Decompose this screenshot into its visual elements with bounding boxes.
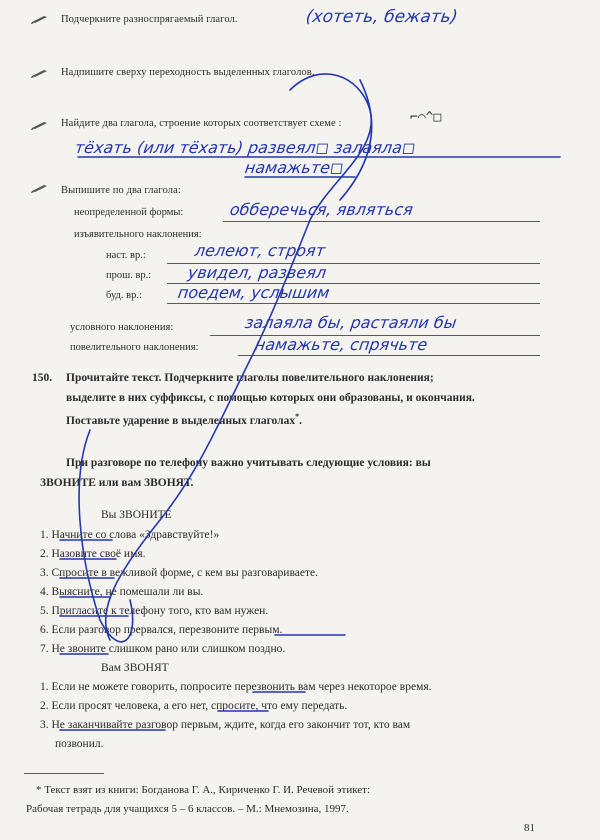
task-1-answer: (хотеть, бежать) <box>304 7 459 27</box>
instruction-line-3: Поставьте ударение в выделенных глаголах*. <box>66 412 302 427</box>
intro-line-2: ЗВОНИТЕ или вам ЗВОНЯТ. <box>40 477 194 489</box>
instruction-line-2: выделите в них суффиксы, с помощью которых они образованы, и окончания. <box>66 392 475 404</box>
loop-stroke <box>106 74 372 640</box>
infinitive-answer: обберечься, являться <box>228 200 415 219</box>
list-item: 1. Начните со слова «Здравствуйте!» <box>40 529 220 541</box>
task-3-text: Найдите два глагола, строение которых соответствует схеме : <box>61 118 342 129</box>
task-3-answer-line-1: тёхать (или тёхать) развеял◻ залаяла◻ <box>73 138 417 157</box>
future-label: буд. вр.: <box>106 290 142 301</box>
conditional-label: условного наклонения: <box>70 322 174 333</box>
task-1-text: Подчеркните разноспрягаемый глагол. <box>61 14 238 25</box>
list-item: 3. Не заканчивайте разговор первым, ждите, когда его закончит тот, кто вам <box>40 719 411 731</box>
intro-line-1: При разговоре по телефону важно учитывать следующие условия: вы <box>66 457 431 469</box>
task-3-answer-line-2: намажьте◻ <box>243 158 345 177</box>
section-heading: Вы ЗВОНИТЕ <box>101 509 172 521</box>
list-item: 3. Спросите в вежливой форме, с кем вы разговариваете. <box>40 567 318 579</box>
imperative-answer: намажьте, спрячьте <box>253 335 429 354</box>
exercise-number: 150. <box>32 372 53 384</box>
conditional-answer: залаяла бы, растаяли бы <box>243 313 458 332</box>
list-item: 6. Если разговор прервался, перезвоните первым. <box>40 624 283 636</box>
morpheme-scheme: ⌐⌒^□ <box>410 110 442 125</box>
future-answer: поедем, услышим <box>176 283 331 302</box>
list-item: 7. Не звоните слишком рано или слишком поздно. <box>40 643 286 655</box>
footnote-line-2: Рабочая тетрадь для учащихся 5 – 6 классов. – М.: Мнемозина, 1997. <box>26 803 349 815</box>
indicative-label: изъявительного наклонения: <box>74 229 202 240</box>
section-heading: Вам ЗВОНЯТ <box>101 662 169 674</box>
instruction-line-1: Прочитайте текст. Подчеркните глаголы повелительного наклонения; <box>66 372 434 384</box>
task-2-text: Надпишите сверху переходность выделенных глаголов. <box>61 67 315 78</box>
list-item: 2. Если просят человека, а его нет, спросите, что ему передать. <box>40 700 348 712</box>
list-item-continuation: позвонил. <box>55 738 104 750</box>
past-answer: увидел, развеял <box>186 263 328 282</box>
list-item: 2. Назовите своё имя. <box>40 548 146 560</box>
page-number: 81 <box>524 822 535 834</box>
past-label: прош. вр.: <box>106 270 152 281</box>
present-label: наст. вр.: <box>106 250 146 261</box>
footnote-line-1: * Текст взят из книги: Богданова Г. А., Кириченко Г. И. Речевой этикет: <box>36 784 371 796</box>
list-item: 1. Если не можете говорить, попросите перезвонить вам через некоторое время. <box>40 681 432 693</box>
imperative-label: повелительного наклонения: <box>70 342 199 353</box>
circle-stroke <box>79 430 133 642</box>
list-item: 4. Выясните, не помешали ли вы. <box>40 586 204 598</box>
task-4-text: Выпишите по два глагола: <box>61 185 181 196</box>
infinitive-label: неопределенной формы: <box>74 207 184 218</box>
footnote-rule <box>24 773 104 774</box>
present-answer: лелеют, строят <box>193 241 327 260</box>
list-item: 5. Пригласите к телефону того, кто вам нужен. <box>40 605 269 617</box>
footnote-mark: * <box>295 412 300 421</box>
